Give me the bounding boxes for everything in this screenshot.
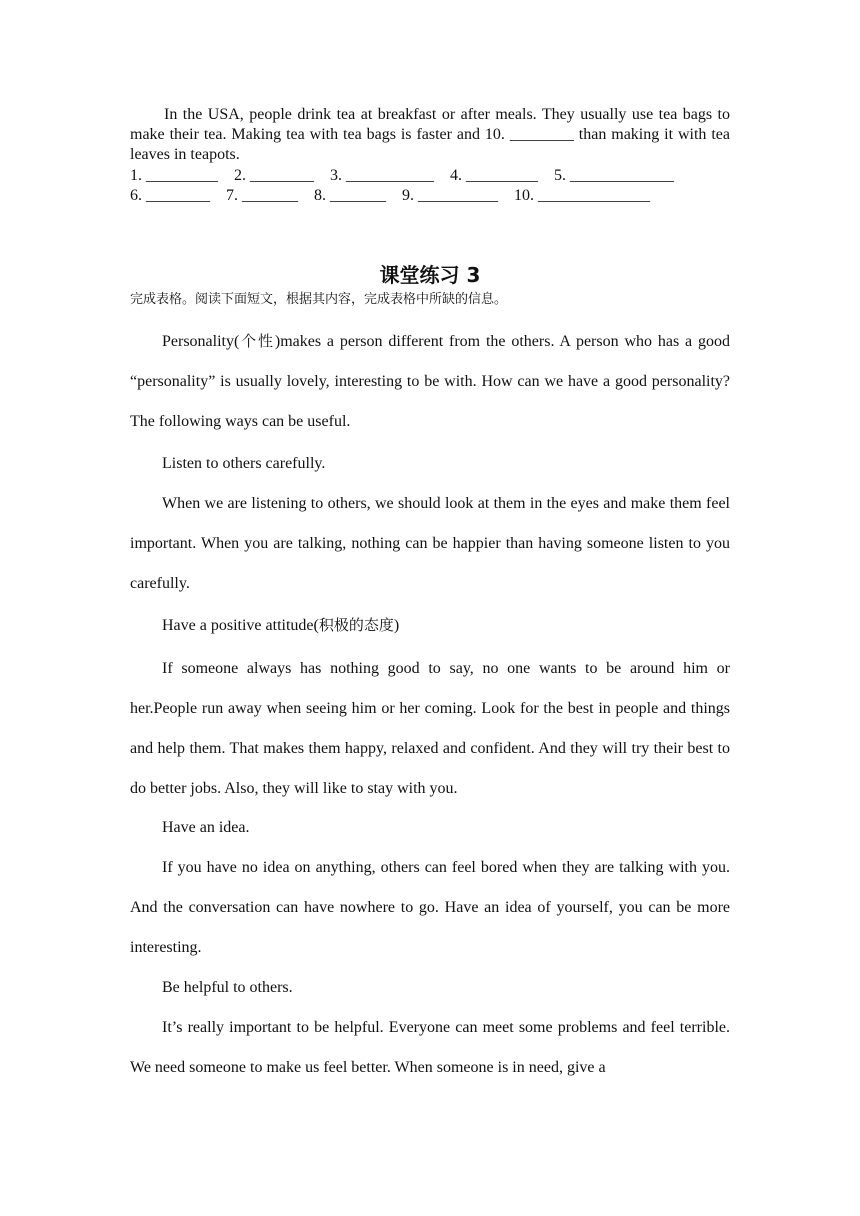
exercise-instruction: 完成表格。阅读下面短文，根据其内容，完成表格中所缺的信息。	[130, 292, 508, 307]
section-title: 课堂练习 3	[379, 263, 481, 287]
tea-paragraph: In the USA, people drink tea at breakfast or after meals. They usually use tea bags to make their tea. Making tea with tea bags is faster and 10. ________ than making it with tea leaves in teapots.	[130, 106, 730, 163]
answer-blanks-row-1: 1. _________ 2. ________ 3. ___________ 4. _________ 5. _____________	[130, 167, 674, 184]
passage-heading-1: Listen to others carefully.	[162, 455, 326, 472]
passage-paragraph-1: Personality(个性)makes a person different from the others. A person who has a good “personality” is usually lovely, interesting to be with. How can we have a good personality? The following ways can be useful.	[130, 332, 730, 430]
passage-heading-3: Have an idea.	[162, 819, 250, 836]
passage-heading-2: Have a positive attitude(积极的态度)	[162, 616, 400, 634]
answer-blanks-row-2: 6. ________ 7. _______ 8. _______ 9. __________ 10. ______________	[130, 187, 650, 204]
passage-paragraph-2: When we are listening to others, we should look at them in the eyes and make them feel important. When you are talking, nothing can be happier than having someone listen to you carefully.	[130, 495, 730, 592]
passage-paragraph-4: If you have no idea on anything, others can feel bored when they are talking with you. And the conversation can have nowhere to go. Have an idea of yourself, you can be more interesting.	[130, 859, 730, 956]
passage-paragraph-3: If someone always has nothing good to say, no one wants to be around him or her.People run away when seeing him or her coming. Look for the best in people and things and help them. That makes them happy, relaxed and confident. And they will try their best to do better jobs. Also, they will like to stay with you.	[130, 660, 730, 797]
passage-paragraph-5: It’s really important to be helpful. Everyone can meet some problems and feel terrible. We need someone to make us feel better. When someone is in need, give a	[130, 1019, 730, 1076]
passage-heading-4: Be helpful to others.	[162, 979, 293, 996]
